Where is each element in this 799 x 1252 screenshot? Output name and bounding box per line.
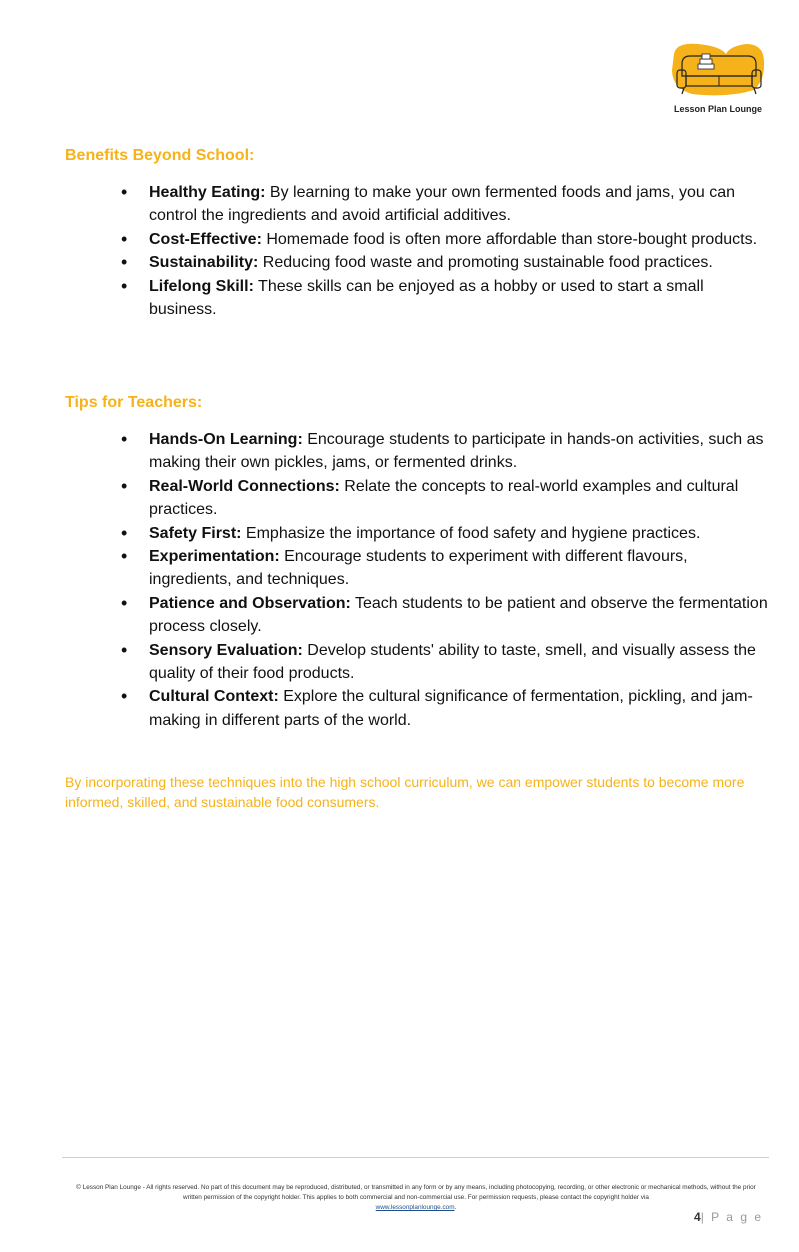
tips-list [121, 428, 771, 732]
logo-text: Lesson Plan Lounge [673, 104, 762, 114]
list-item: • Experimentation: Encourage students to experiment with different flavours, ingredients, and techniques. [121, 545, 771, 592]
footer-copyright: © Lesson Plan Lounge - All rights reserved. No part of this document may be reproduced, distributed, or transmitted in any form or by any means, including photocopying, recording, or other electronic or mechanical methods, without the prior written permission of the copyright holder. This applies to both commercial and non-commercial use. For permission requests, please contact the copyright holder via www.lessonplanlounge.com. [76, 1184, 756, 1211]
sofa-logo-icon [668, 40, 768, 104]
list-item: • Sensory Evaluation: Develop students' ability to taste, smell, and visually assess the quality of their food products. [121, 639, 771, 686]
list-item: • Cost-Effective: Homemade food is often more affordable than store-bought products. [121, 228, 771, 251]
list-item: • Cultural Context: Explore the cultural significance of fermentation, pickling, and jam-making in different parts of the world. [121, 685, 771, 732]
closing-paragraph: By incorporating these techniques into the high school curriculum, we can empower students to become more informed, skilled, and sustainable food consumers. [65, 774, 745, 810]
logo [668, 40, 768, 120]
list-item: • Hands-On Learning: Encourage students to participate in hands-on activities, such as making their own pickles, jams, or fermented drinks. [121, 428, 771, 475]
list-item: • Healthy Eating: By learning to make your own fermented foods and jams, you can control the ingredients and avoid artificial additives. [121, 181, 771, 228]
page-number: 4| P a g e [694, 1210, 763, 1224]
list-item: • Sustainability: Reducing food waste and promoting sustainable food practices. [121, 251, 771, 274]
website-link[interactable]: www.lessonplanlounge.com [375, 1204, 455, 1211]
list-item: • Lifelong Skill: These skills can be enjoyed as a hobby or used to start a small business. [121, 275, 771, 322]
list-item: • Safety First: Emphasize the importance of food safety and hygiene practices. [121, 522, 771, 545]
benefits-heading: Benefits Beyond School: [65, 147, 255, 164]
footer-divider [62, 1157, 769, 1158]
benefits-list [121, 181, 771, 321]
list-item: • Patience and Observation: Teach students to be patient and observe the fermentation process closely. [121, 592, 771, 639]
list-item: • Real-World Connections: Relate the concepts to real-world examples and cultural practices. [121, 475, 771, 522]
tips-heading: Tips for Teachers: [65, 394, 203, 411]
